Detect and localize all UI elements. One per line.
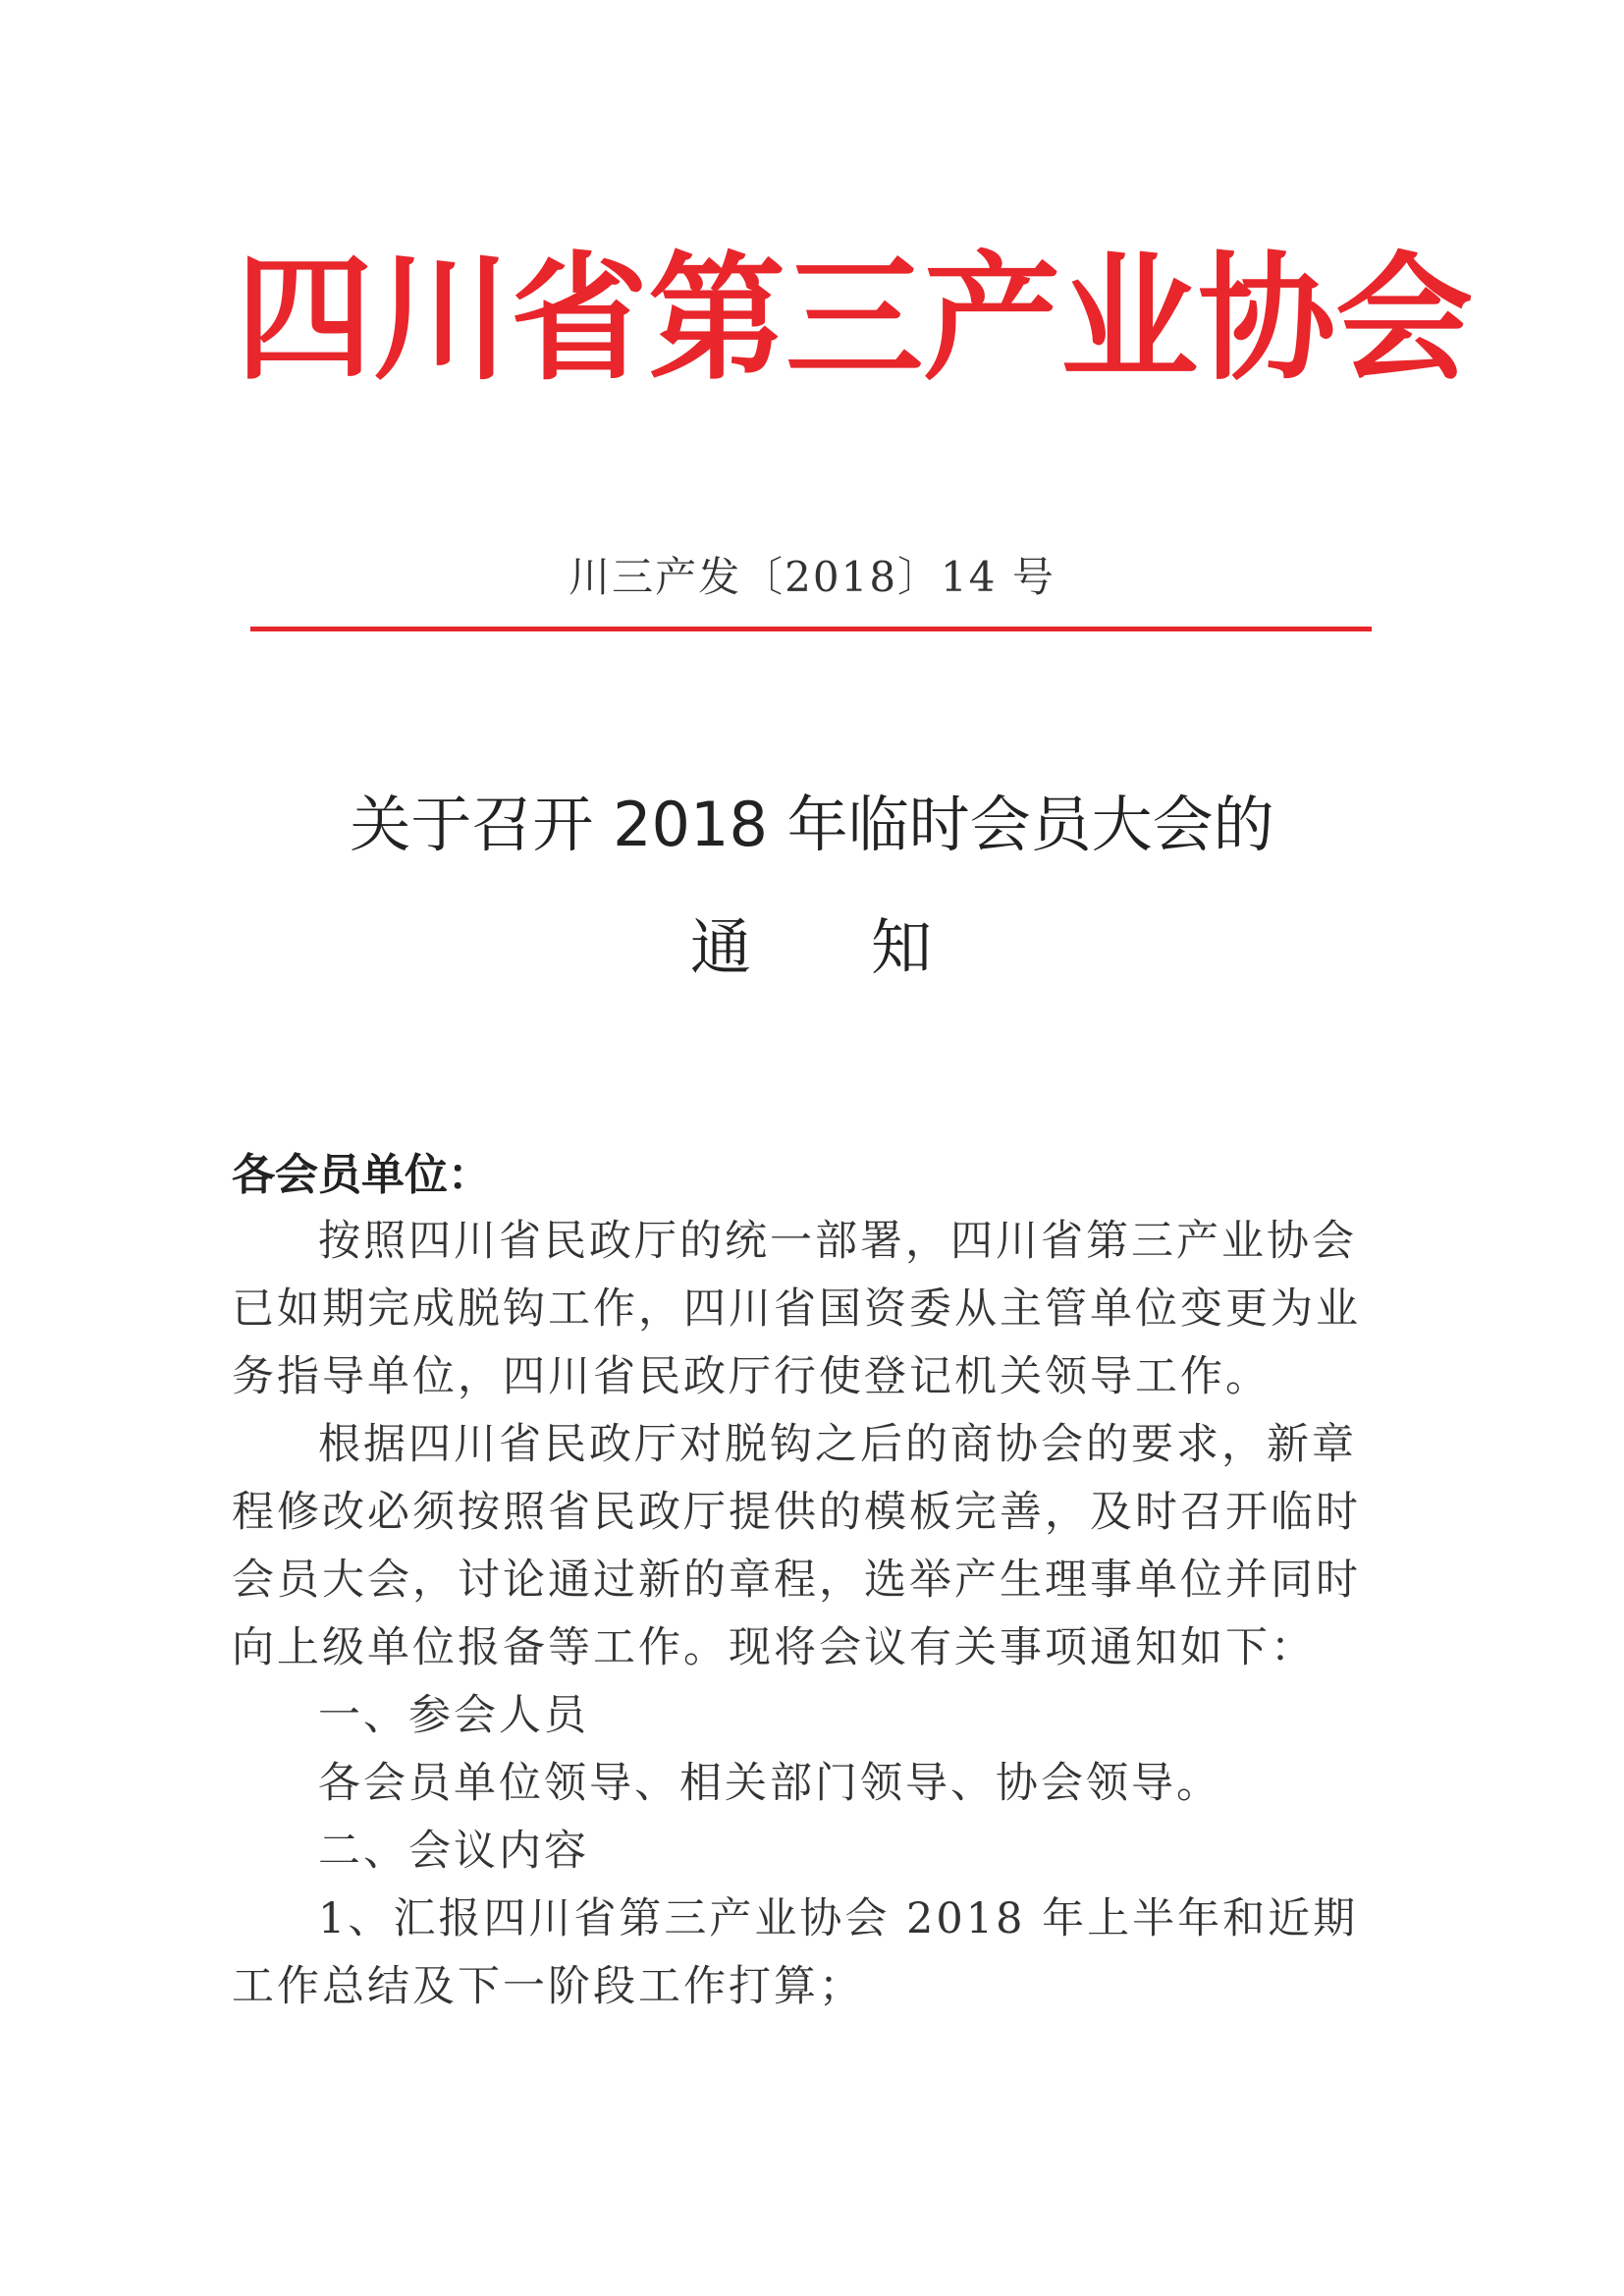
notice-title: 关于召开 2018 年临时会员大会的 [350, 789, 1274, 860]
section-heading: 二、会议内容 [318, 1827, 589, 1876]
red-divider-line [250, 627, 1372, 631]
letterhead-char: 第 [648, 239, 786, 400]
organization-letterhead [236, 236, 1474, 403]
notice-subtitle [0, 899, 1624, 986]
letterhead-char: 产 [923, 239, 1061, 400]
letterhead-char: 三 [785, 239, 924, 400]
subtitle-char: 通 [689, 911, 753, 983]
letterhead-char: 会 [1335, 239, 1474, 400]
subtitle-char: 知 [871, 911, 935, 983]
body-paragraph: 根据四川省民政厅对脱钩之后的商协会的要求，新章程修改必须按照省民政厅提供的模板完善，及时召开临时会员大会，讨论通过新的章程，选举产生理事单位并同时向上级单位报备等工作。现将会议有关事项通知如下： [232, 1420, 1361, 1672]
body-paragraph: 1、汇报四川省第三产业协会 2018 年上半年和近期工作总结及下一阶段工作打算； [232, 1894, 1359, 2011]
letterhead-char: 省 [511, 239, 649, 400]
letterhead-char: 协 [1198, 239, 1336, 400]
body-paragraph: 各会员单位领导、相关部门领导、协会领导。 [318, 1759, 1221, 1808]
salutation: 各会员单位： [232, 1150, 491, 1200]
letterhead-char: 川 [373, 239, 512, 400]
letterhead-char: 四 [236, 239, 374, 400]
letterhead-char: 业 [1060, 239, 1199, 400]
body-paragraph: 按照四川省民政厅的统一部署，四川省第三产业协会已如期完成脱钩工作，四川省国资委从主管单位变更为业务指导单位，四川省民政厅行使登记机关领导工作。 [232, 1217, 1361, 1401]
document-number: 川三产发〔2018〕14 号 [568, 553, 1056, 601]
section-heading: 一、参会人员 [318, 1691, 589, 1740]
notice-body [232, 1208, 1361, 2021]
